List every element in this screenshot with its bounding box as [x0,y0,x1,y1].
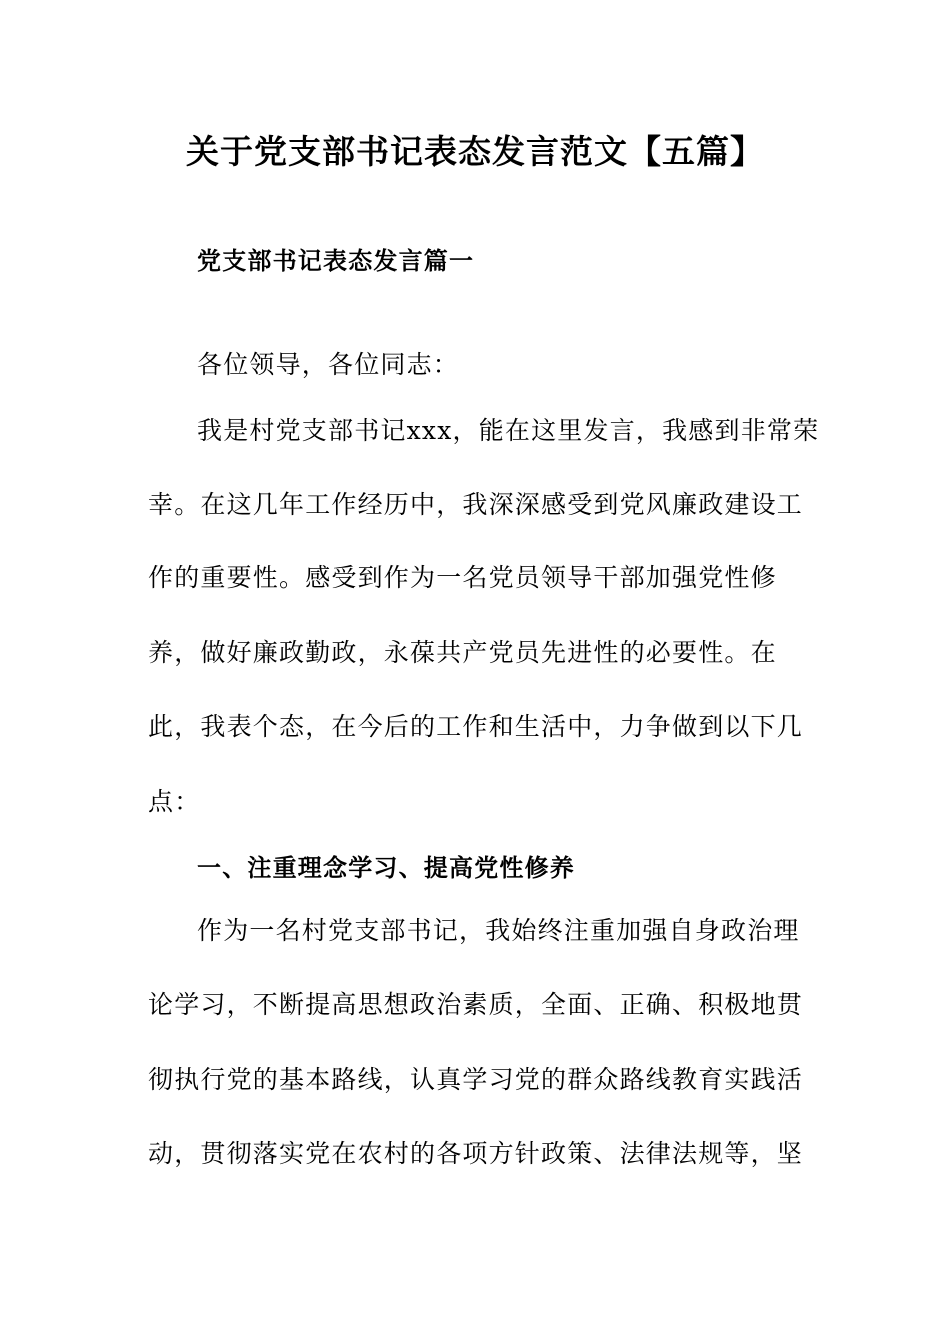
paragraph-line: 我是村党支部书记xxx，能在这里发言，我感到非常荣 [197,416,820,445]
paragraph-line: 动，贯彻落实党在农村的各项方针政策、法律法规等，坚 [148,1139,804,1168]
paragraph-line: 彻执行党的基本路线，认真学习党的群众路线教育实践活 [148,1065,804,1094]
paragraph-line: 幸。在这几年工作经历中，我深深感受到党风廉政建设工 [148,490,804,519]
subheading: 一、注重理念学习、提高党性修养 [197,854,575,882]
paragraph-line: 养，做好廉政勤政，永葆共产党员先进性的必要性。在 [148,638,777,667]
section-heading: 党支部书记表态发言篇一 [197,247,475,275]
paragraph-line: 点： [148,787,201,816]
paragraph-line: 论学习，不断提高思想政治素质，全面、正确、积极地贯 [148,990,804,1019]
paragraph-line: 此，我表个态，在今后的工作和生活中，力争做到以下几 [148,712,804,741]
paragraph-line: 作为一名村党支部书记，我始终注重加强自身政治理 [197,916,800,945]
document-title: 关于党支部书记表态发言范文【五篇】 [186,132,764,171]
salutation: 各位领导，各位同志： [197,350,460,379]
paragraph-line: 作的重要性。感受到作为一名党员领导干部加强党性修 [148,563,777,592]
